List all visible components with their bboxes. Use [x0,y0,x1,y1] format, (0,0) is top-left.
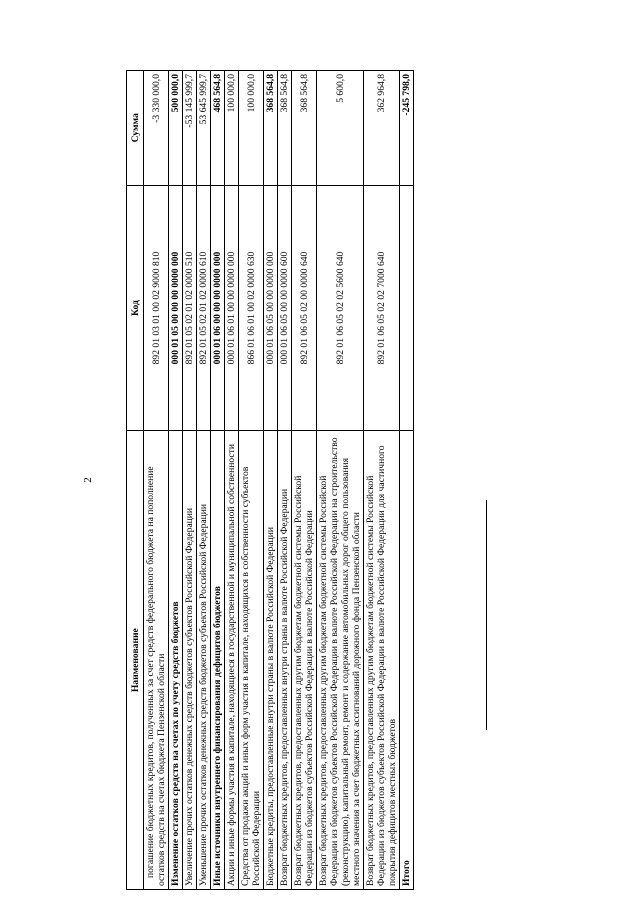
row-sum: -3 330 000,0 [144,71,169,186]
row-sum: 5 600,0 [317,71,364,186]
table-row [364,71,400,890]
row-name: Возврат бюджетных кредитов, предоставленных другим бюджетам бюджетной системы Российской Федерации из бюджетов субъектов Российской Федерации в валюте Российской Федерации для частичного покрытия дефицитов местных бюджетов [364,431,400,890]
table-row [264,71,278,890]
table-row [292,71,317,890]
total-row [400,71,414,890]
row-name: Бюджетные кредиты, предоставленные внутри страны в валюте Российской Федерации [264,431,278,890]
row-name: Возврат бюджетных кредитов, предоставленных другим бюджетам бюджетной системы Российской Федерации из бюджетов субъектов Российской Федерации в валюте Российской Федерации на строительство (реконструкцию), капитальный ремонт, ремонт и содержание автомобильных дорог общего пользования местного значения за счет бюджетных ассигнований дорожного фонда Пензенской области [317,431,364,890]
table-row [278,71,292,890]
page-number: 2 [82,477,94,483]
table-row [317,71,364,890]
row-sum: 100 000,0 [225,71,239,186]
row-code: 892 01 03 01 00 02 9000 810 [144,185,169,431]
table-row [183,71,197,890]
row-code: 000 01 06 05 00 00 0000 000 [264,185,278,431]
row-name: погашение бюджетных кредитов, полученных за счет средств федерального бюджета на пополнение остатков средств на счетах бюджета Пензенской области [144,431,169,890]
row-name: Уменьшение прочих остатков денежных средств бюджетов субъектов Российской Федерации [197,431,211,890]
footer-divider [486,500,487,730]
table-row [144,71,169,890]
row-name: Увеличение прочих остатков денежных средств бюджетов субъектов Российской Федерации [183,431,197,890]
row-sum: 368 564,8 [264,71,278,186]
header-name: Наименование [127,431,144,890]
row-code: 892 01 05 02 01 02 0000 510 [183,185,197,431]
row-sum: 468 564,8 [211,71,225,186]
rotated-content [70,70,500,890]
header-sum: Сумма [127,71,144,186]
row-sum: -53 145 999,7 [183,71,197,186]
row-name: Иные источники внутреннего финансирования дефицитов бюджетов [211,431,225,890]
header-code: Код [127,185,144,431]
row-name: Изменение остатков средств на счетах по учету средств бюджетов [169,431,183,890]
total-name: Итого [400,431,414,890]
row-code: 000 01 06 01 00 00 0000 000 [225,185,239,431]
row-code: 866 01 06 01 00 02 0000 630 [239,185,264,431]
total-code [400,185,414,431]
table-row [211,71,225,890]
row-sum: 362 964,8 [364,71,400,186]
table-body [144,71,414,890]
sources-financing-table [126,70,414,890]
row-code: 892 01 06 05 02 00 0000 640 [292,185,317,431]
row-code: 892 01 06 05 02 02 5600 640 [317,185,364,431]
table-row [225,71,239,890]
table-header-row [127,71,144,890]
row-name: Акции и иные формы участия в капитале, находящиеся в государственной и муниципальной собственности [225,431,239,890]
row-code: 892 01 06 05 02 02 7000 640 [364,185,400,431]
row-name: Возврат бюджетных кредитов, предоставленных внутри страны в валюте Российской Федерации [278,431,292,890]
row-sum: 500 000,0 [169,71,183,186]
row-code: 000 01 06 00 00 00 0000 000 [211,185,225,431]
row-sum: 53 645 999,7 [197,71,211,186]
row-sum: 368 564,8 [278,71,292,186]
row-name: Средства от продажи акций и иных форм участия в капитале, находящихся в собственности субъектов Российской Федерации [239,431,264,890]
total-sum: -245 798,0 [400,71,414,186]
table-row [169,71,183,890]
row-code: 892 01 05 02 01 02 0000 610 [197,185,211,431]
row-sum: 100 000,0 [239,71,264,186]
row-code: 000 01 05 00 00 00 0000 000 [169,185,183,431]
table-row [197,71,211,890]
row-code: 000 01 06 05 00 00 0000 600 [278,185,292,431]
row-name: Возврат бюджетных кредитов, предоставленных другим бюджетам бюджетной системы Российской Федерации из бюджетов субъектов Российской Федерации в валюте Российской Федерации [292,431,317,890]
table-row [239,71,264,890]
row-sum: 368 564,8 [292,71,317,186]
